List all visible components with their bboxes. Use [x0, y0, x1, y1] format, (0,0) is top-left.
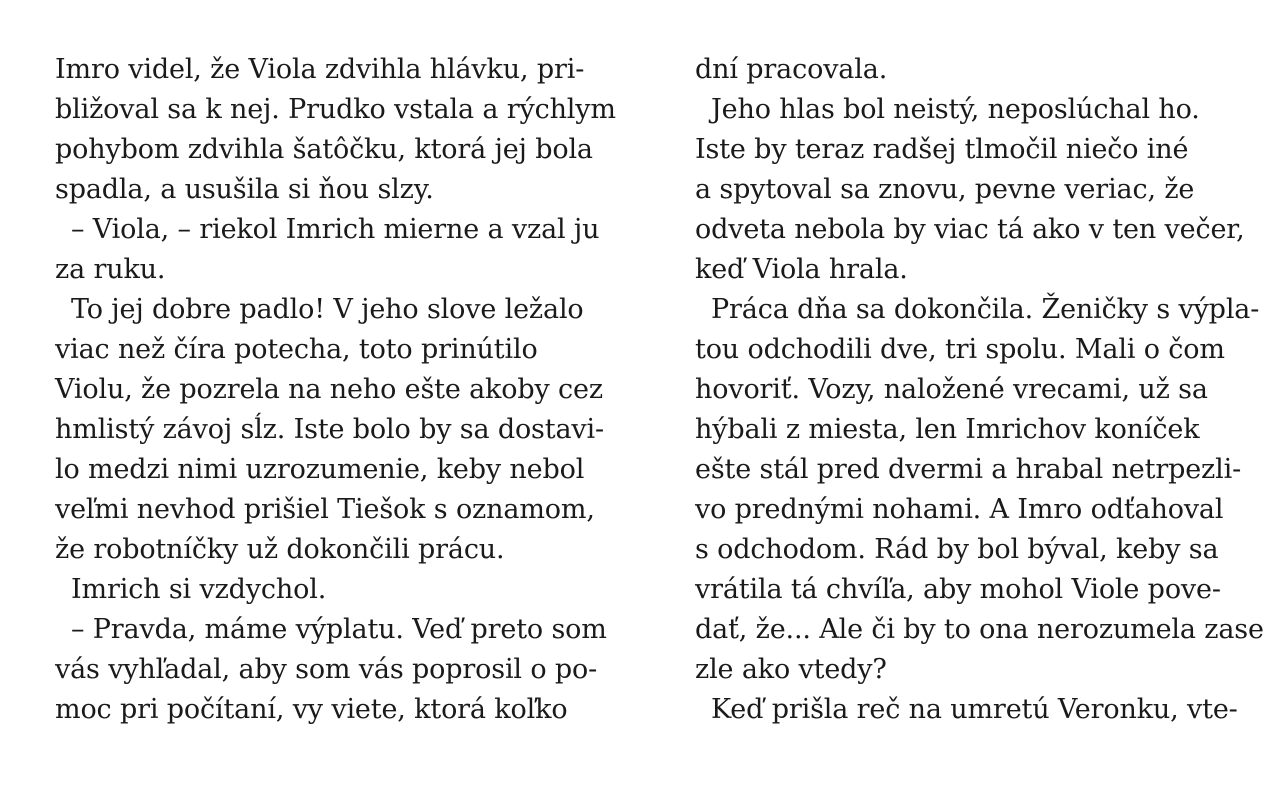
left-column-text-line: Imrich si vzdychol. [71, 574, 327, 605]
left-column-text-line: veľmi nevhod prišiel Tiešok s oznamom, [55, 494, 595, 525]
left-column-text-line: viac než číra potecha, toto prinútilo [55, 334, 538, 365]
left-column-text-line: Violu, že pozrela na neho ešte akoby cez [55, 374, 603, 405]
right-column-text-line: keď Viola hrala. [695, 254, 908, 285]
left-column-text-line: za ruku. [55, 254, 166, 285]
left-column-text-line: vás vyhľadal, aby som vás poprosil o po- [55, 654, 598, 685]
left-column-text-line: – Viola, – riekol Imrich mierne a vzal ju [71, 214, 600, 245]
right-column-text-line: dať, že... Ale či by to ona nerozumela zase [695, 614, 1264, 645]
right-text-column [695, 50, 1264, 730]
right-column-text-line: s odchodom. Rád by bol býval, keby sa [695, 534, 1219, 565]
right-column-text-line: hýbali z miesta, len Imrichov koníček [695, 414, 1200, 445]
right-column-text-line: a spytoval sa znovu, pevne veriac, že [695, 174, 1195, 205]
right-column-text-line: vrátila tá chvíľa, aby mohol Viole pove- [695, 574, 1221, 605]
right-column-text-line: Práca dňa sa dokončila. Ženičky s výpla- [711, 294, 1260, 325]
left-column-text-line: že robotníčky už dokončili prácu. [55, 534, 505, 565]
right-column-text-line: dní pracovala. [695, 54, 888, 85]
left-text-column [55, 50, 616, 730]
left-column-text-line: lo medzi nimi uzrozumenie, keby nebol [55, 454, 585, 485]
left-column-text-line: To jej dobre padlo! V jeho slove ležalo [71, 294, 584, 325]
left-column-text-line: – Pravda, máme výplatu. Veď preto som [71, 614, 607, 645]
left-column-text-line: pohybom zdvihla šatôčku, ktorá jej bola [55, 134, 593, 165]
right-column-text-line: hovoriť. Vozy, naložené vrecami, už sa [695, 374, 1208, 405]
left-column-text-line: bližoval sa k nej. Prudko vstala a rýchlym [55, 94, 616, 125]
right-column-text-line: odveta nebola by viac tá ako v ten večer, [695, 214, 1245, 245]
left-column-text-line: moc pri počítaní, vy viete, ktorá koľko [55, 694, 568, 725]
right-column-text-line: tou odchodili dve, tri spolu. Mali o čom [695, 334, 1225, 365]
left-column-text-line: Imro videl, že Viola zdvihla hlávku, pri- [55, 54, 585, 85]
right-column-text-line: vo prednými nohami. A Imro odťahoval [695, 494, 1224, 525]
right-column-text-line: zle ako vtedy? [695, 654, 887, 685]
right-column-text-line: ešte stál pred dvermi a hrabal netrpezli- [695, 454, 1242, 485]
left-column-text-line: spadla, a usušila si ňou slzy. [55, 174, 434, 205]
right-column-text-line: Keď prišla reč na umretú Veronku, vte- [711, 694, 1238, 725]
right-column-text-line: Iste by teraz radšej tlmočil niečo iné [695, 134, 1189, 165]
right-column-text-line: Jeho hlas bol neistý, neposlúchal ho. [711, 94, 1200, 125]
left-column-text-line: hmlistý závoj sĺz. Iste bolo by sa dostavi- [55, 414, 604, 445]
